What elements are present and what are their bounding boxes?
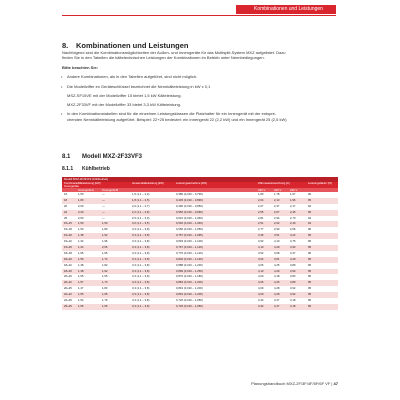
table-cell: 3,36 — [258, 233, 264, 238]
table-cell: 1,50 — [102, 221, 108, 226]
header-current: Wärmeaustrauschung [A] — [258, 181, 290, 185]
table-cell: 3,75 — [290, 239, 296, 244]
model-heading-text: Modell MXZ-2F33VF3 — [82, 154, 143, 160]
table-cell: 1,65 — [78, 250, 84, 255]
table-cell: 3,3 (1,1 – 3,8) — [132, 280, 150, 285]
table-cell: 4,28 — [274, 286, 280, 291]
table-body — [62, 192, 338, 310]
table-cell: 4,25 — [274, 262, 280, 267]
table-cell: 22 — [64, 209, 68, 214]
table-cell: 3,52 — [258, 250, 264, 255]
table-cell: 4,10 — [258, 268, 264, 273]
table-cell: 2,51 — [258, 221, 264, 226]
performance-table — [62, 177, 338, 310]
bullet-3-continuation: chenden Nennkälteleistung aufgeführt. Beispiel: 22+25 bedeutet: ein Innengerät 22 (2,2 kW) und ein Innengerät 25 (2,5 kW) — [67, 117, 287, 122]
header-power-input: Leistungsaufnahme [kW] — [176, 181, 207, 185]
table-cell: 0,540 (0,310 – 1,040) — [176, 221, 203, 226]
table-cell: 95 — [308, 280, 312, 285]
table-cell: 3,32 — [258, 303, 264, 308]
section-header-tab — [236, 5, 336, 14]
table-cell: 1,83 — [102, 286, 108, 291]
bullet-2-example-1: MSZ-SF15VE mit der Modellziffer 15 bietet 1,5 kW Kälteleistung. — [67, 93, 182, 98]
table-cell: 2,77 — [258, 227, 264, 232]
table-cell: 3,3 (1,1 – 3,8) — [132, 292, 150, 297]
intro-line-1: Nachfolgend sind die Kombinationsmöglichkeiten der Außen- und Innengeräte für das Multisplit-System MXZ aufgelistet. Dazu — [62, 50, 286, 55]
table-cell: 4,06 — [258, 262, 264, 267]
table-cell: 95 — [308, 303, 312, 308]
table-cell: 1,92 — [102, 268, 108, 273]
table-cell: 3,3 (1,1 – 3,8) — [132, 262, 150, 267]
table-cell: 4,29 — [274, 268, 280, 273]
table-cell: 0,870 (0,310 – 1,180) — [176, 274, 203, 279]
subheader-unit-b: Innengerät B — [102, 188, 119, 192]
table-cell: 94 — [308, 221, 312, 226]
table-cell: 3,51 — [274, 233, 280, 238]
table-cell: 1,47 — [78, 286, 84, 291]
table-cell: 2,62 — [274, 221, 280, 226]
table-cell: 18 — [64, 197, 68, 202]
table-cell: 3,3 (1,1 – 3,8) — [132, 239, 150, 244]
table-cell: 4,06 — [258, 280, 264, 285]
table-cell: 2,40 — [290, 221, 296, 226]
table-cell: 2,00 — [78, 203, 84, 208]
table-cell: 1,73 — [102, 280, 108, 285]
table-cell: 95 — [308, 197, 312, 202]
table-cell: 20+20 — [64, 274, 72, 279]
table-cell: — — [102, 215, 105, 220]
table-cell: 3,0 (1,1 – 3,5) — [132, 221, 150, 226]
header-capacity: Kälteleistung [kW] — [78, 181, 101, 185]
table-cell: 1,65 — [102, 292, 108, 297]
table-cell: 1,65 — [102, 250, 108, 255]
table-cell: 2,81 — [258, 215, 264, 220]
table-cell: — — [102, 209, 105, 214]
table-cell: 15+15 — [64, 221, 72, 226]
table-cell: — — [102, 203, 105, 208]
table-cell: 1,34 — [78, 239, 84, 244]
table-cell: 2,27 — [258, 203, 264, 208]
table-cell: 4,25 — [274, 280, 280, 285]
table-cell: 3,32 — [258, 298, 264, 303]
table-cell: 0,726 (0,310 – 1,050) — [176, 298, 203, 303]
section-number: 8. — [62, 41, 69, 50]
table-cell: 1,82 — [102, 262, 108, 267]
table-cell: 95 — [308, 274, 312, 279]
subheader-unit-a: Innengerät A — [78, 188, 94, 192]
subheader-230v: 230 V — [258, 188, 266, 192]
table-cell: 1,80 — [102, 227, 108, 232]
table-cell: 1,54 — [78, 298, 84, 303]
table-cell: 1,50 — [78, 192, 84, 196]
section-title — [62, 41, 189, 50]
table-cell: 3,92 — [290, 292, 296, 297]
table-cell: 22+22 — [64, 292, 72, 297]
table-cell: 1,96 — [290, 197, 296, 202]
intro-line-2: finden Sie in den Tabellen die kältetechnischen Leistungen der Kombinationen im Betrieb unter Nennbedingungen. — [62, 55, 265, 60]
table-cell: 2,13 — [274, 197, 280, 202]
section-header-label: Kombinationen und Leistungen — [254, 6, 323, 12]
table-cell: 1,92 — [102, 233, 108, 238]
table-cell: 3,92 — [258, 239, 264, 244]
table-cell: 18+18 — [64, 250, 72, 255]
table-cell: 25+25 — [64, 303, 72, 308]
table-cell: 3,3 (1,1 – 3,8) — [132, 245, 150, 250]
table-cell: 2,45 — [290, 209, 296, 214]
table-cell: 2,5 (1,1 – 3,0) — [132, 215, 150, 220]
table-cell: 22+25 — [64, 298, 72, 303]
table-cell: 1,8 (1,1 – 2,5) — [132, 197, 150, 202]
table-cell: 2,17 — [290, 203, 296, 208]
table-cell: 18+22 — [64, 262, 72, 267]
table-cell: 95 — [308, 256, 312, 261]
table-cell: 0,380 (0,310 – 0,790) — [176, 192, 203, 196]
table-cell: 1,50 — [78, 227, 84, 232]
table-row — [62, 304, 338, 310]
table-cell: 4,18 — [274, 274, 280, 279]
table-cell: 1,65 — [78, 274, 84, 279]
table-cell: 3,68 — [274, 250, 280, 255]
table-cell: 0,610 (0,310 – 1,060) — [176, 215, 203, 220]
table-cell: 15+22 — [64, 239, 72, 244]
table-cell: 0,560 (0,310 – 0,990) — [176, 209, 203, 214]
table-cell: 0,896 (0,310 – 1,250) — [176, 268, 203, 273]
page-number: 47 — [333, 381, 338, 386]
table-cell: 3,64 — [258, 256, 264, 261]
table-cell: 4,29 — [274, 245, 280, 250]
table-cell: 1,65 — [78, 292, 84, 297]
table-cell: 95 — [308, 292, 312, 297]
table-cell: 1,56 — [78, 256, 84, 261]
table-cell: — — [102, 192, 105, 196]
table-cell: 3,83 — [290, 274, 296, 279]
table-cell: 95 — [308, 298, 312, 303]
table-cell: 0,884 (0,310 – 1,200) — [176, 280, 203, 285]
table-cell: 3,3 (1,1 – 3,8) — [132, 250, 150, 255]
table-cell: 4,10 — [258, 245, 264, 250]
table-cell: 4,09 — [258, 286, 264, 291]
table-cell: 4,09 — [258, 292, 264, 297]
table-cell: 2,67 — [274, 209, 280, 214]
subsection-text: Kühlbetrieb — [82, 166, 110, 172]
subsection-heading — [62, 166, 110, 172]
table-cell: 3,89 — [290, 280, 296, 285]
table-cell: 1,57 — [78, 280, 84, 285]
table-cell: 3,3 (1,1 – 3,8) — [132, 286, 150, 291]
table-cell: 20 — [64, 203, 68, 208]
table-cell: 3,92 — [290, 286, 296, 291]
table-cell: 0,726 (0,310 – 1,050) — [176, 303, 203, 308]
table-cell: 3,49 — [290, 256, 296, 261]
table-cell: 3,81 — [274, 256, 280, 261]
table-cell: 4,00 — [258, 274, 264, 279]
table-cell: 2,55 — [258, 209, 264, 214]
table-cell: 3,22 — [290, 233, 296, 238]
header-rule — [62, 15, 336, 16]
table-cell: 95 — [308, 262, 312, 267]
table-cell: 0,888 (0,310 – 1,200) — [176, 262, 203, 267]
table-cell: 3,47 — [274, 298, 280, 303]
table-cell: 95 — [308, 233, 312, 238]
section-title-text: Kombinationen und Leistungen — [76, 41, 189, 50]
table-cell: 1,67 — [290, 192, 296, 196]
table-cell: 3,3 (1,1 – 3,8) — [132, 298, 150, 303]
table-cell: 2,90 — [274, 227, 280, 232]
header-total-capacity: Gesamtkälteleistung [kW] — [132, 181, 164, 185]
table-cell: 2,06 — [102, 245, 108, 250]
table-cell: 1,5 (1,1 – 2,3) — [132, 192, 150, 196]
table-cell: 3,89 — [290, 262, 296, 267]
table-cell: 95 — [308, 245, 312, 250]
table-cell: 3,18 — [290, 303, 296, 308]
table-cell: 1,38 — [78, 268, 84, 273]
table-cell: 4,28 — [274, 292, 280, 297]
table-cell: 1,65 — [102, 303, 108, 308]
page-footer: Planungshandbuch MXZ-2F/3F/4F/5F/6F VF | 47 — [251, 381, 338, 386]
table-cell: 0,802 (0,310 – 1,130) — [176, 256, 203, 261]
table-cell: 94 — [308, 215, 312, 220]
table-cell: 18+20 — [64, 256, 72, 261]
header-power-factor: Leistungsfaktor [%] — [308, 181, 332, 185]
bullet-3-text: In den Kombinationstabellen sind für die einzelnen Leistungsklassen die Platzhalter für ein Innengerät mit der entspre- — [67, 111, 277, 116]
table-cell: 90 — [308, 192, 312, 196]
table-cell: 3,3 (1,1 – 3,8) — [132, 274, 150, 279]
bullet-2-text: Die Modellziffer im Geräteschlüssel bezeichnet die Nennkälteleistung in kW x 0,1 — [67, 84, 211, 89]
table-cell: 2,50 — [78, 215, 84, 220]
table-cell: 1,96 — [102, 239, 108, 244]
table-cell: 95 — [308, 239, 312, 244]
table-cell: 20+25 — [64, 286, 72, 291]
table-cell: 3,37 — [290, 250, 296, 255]
table-cell: 1,74 — [102, 256, 108, 261]
table-cell: 1,24 — [78, 245, 84, 250]
table-cell: 1,76 — [102, 298, 108, 303]
table-cell: 2,04 — [258, 197, 264, 202]
table-cell: 2,37 — [274, 203, 280, 208]
table-cell: 0,803 (0,310 – 1,100) — [176, 239, 203, 244]
table-cell: 95 — [308, 250, 312, 255]
table-cell: 1,80 — [258, 192, 264, 196]
footer-text: Planungshandbuch MXZ-2F/3F/4F/5F/6F VF — [251, 381, 331, 386]
table-cell: 18+25 — [64, 268, 72, 273]
note-heading: Bitte beachten Sie: — [62, 65, 99, 70]
table-cell: 0,891 (0,310 – 1,200) — [176, 292, 203, 297]
subheader-240v: 240 V — [290, 188, 298, 192]
table-cell: 2,20 — [78, 209, 84, 214]
table-cell: 15+25 — [64, 245, 72, 250]
table-cell: 95 — [308, 227, 312, 232]
table-cell: 1,38 — [78, 233, 84, 238]
table-cell: 3,3 (1,1 – 3,8) — [132, 256, 150, 261]
table-cell: 2,2 (1,1 – 2,8) — [132, 209, 150, 214]
model-heading — [62, 154, 142, 160]
table-cell: 3,93 — [290, 268, 296, 273]
subsection-number: 8.1.1 — [62, 166, 74, 172]
model-heading-number: 8.1 — [62, 154, 71, 160]
table-cell: 95 — [308, 286, 312, 291]
table-cell: 3,18 — [290, 298, 296, 303]
table-cell: 0,650 (0,310 – 1,050) — [176, 227, 203, 232]
table-cell: 0,767 (0,310 – 1,120) — [176, 245, 203, 250]
table-cell: 95 — [308, 209, 312, 214]
table-cell: 2,0 (1,1 – 2,7) — [132, 203, 150, 208]
table-cell: 0,891 (0,310 – 1,200) — [176, 286, 203, 291]
table-cell: 20+22 — [64, 280, 72, 285]
table-cell: 15 — [64, 192, 68, 196]
table-cell: 0,767 (0,310 – 1,095) — [176, 233, 203, 238]
table-cell: 1,48 — [78, 262, 84, 267]
table-cell: 3,3 (1,1 – 3,8) — [132, 303, 150, 308]
bullet-1-text: Andere Kombinationen, als in den Tabellen aufgeführt, sind nicht möglich. — [67, 74, 198, 79]
table-cell: 15+18 — [64, 227, 72, 232]
table-cell: 0,770 (0,310 – 1,120) — [176, 250, 203, 255]
table-cell: 1,78 — [274, 192, 280, 196]
table-cell: 15+20 — [64, 233, 72, 238]
header-combination: Kombination Innengeräte — [64, 181, 80, 188]
table-cell: 3,3 (1,1 – 3,8) — [132, 227, 150, 232]
bullet-2-example-2: MXZ-2F33VF mit der Modellziffer 33 bietet 3,3 kW Kälteleistung. — [67, 102, 181, 107]
table-cell: 2,66 — [290, 227, 296, 232]
table-cell: 2,94 — [274, 215, 280, 220]
table-cell: — — [102, 197, 105, 202]
table-cell: 3,3 (1,1 – 3,8) — [132, 233, 150, 238]
table-cell: 0,445 (0,310 – 0,890) — [176, 197, 203, 202]
table-cell: 2,70 — [290, 215, 296, 220]
table-cell: 1,80 — [78, 197, 84, 202]
table-cell: 95 — [308, 268, 312, 273]
table-cell: 3,3 (1,1 – 3,8) — [132, 268, 150, 273]
table-cell: 25 — [64, 215, 68, 220]
table-cell: 1,65 — [78, 303, 84, 308]
subheader-220v: 220 V — [274, 188, 282, 192]
table-title: Modell MXZ-2F33VF3 (Kühlbetrieb) — [64, 177, 109, 181]
table-cell: 1,65 — [102, 274, 108, 279]
table-cell: 3,47 — [274, 303, 280, 308]
table-cell: 94 — [308, 203, 312, 208]
table-cell: 0,490 (0,310 – 0,950) — [176, 203, 203, 208]
table-cell: 3,93 — [290, 245, 296, 250]
table-cell: 4,10 — [274, 239, 280, 244]
table-cell: 1,50 — [78, 221, 84, 226]
